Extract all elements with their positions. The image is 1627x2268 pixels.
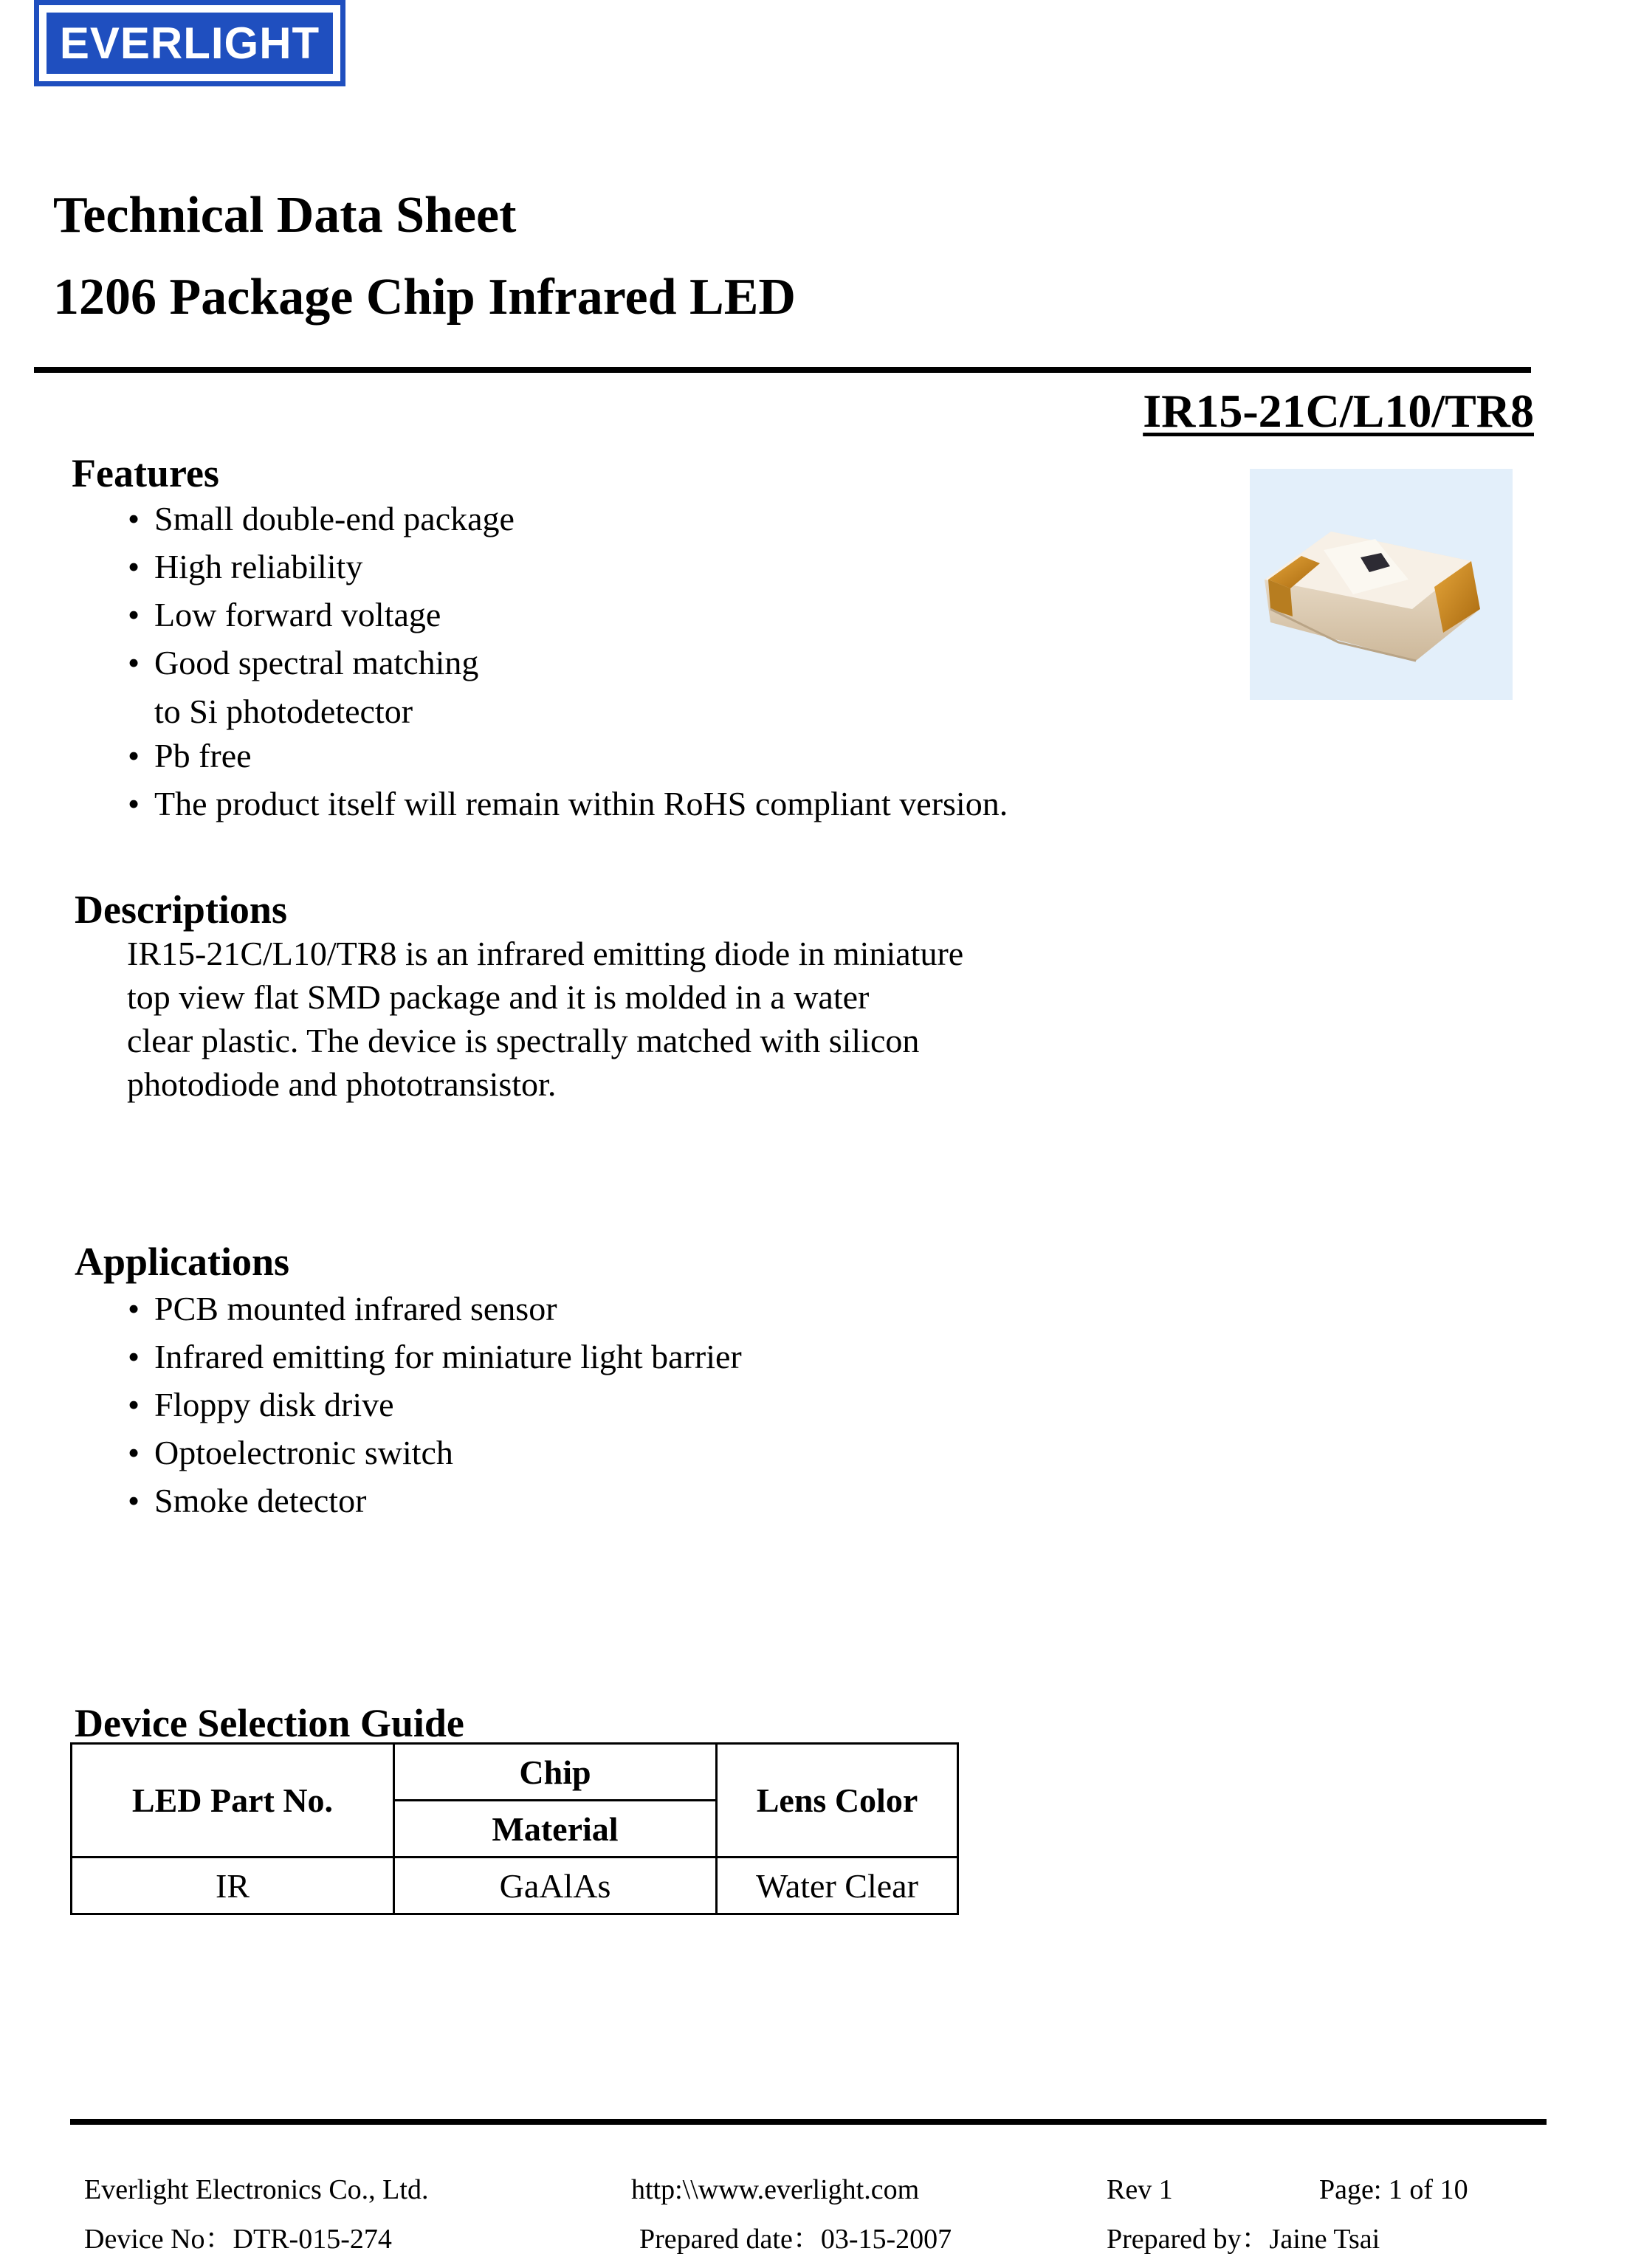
logo-text: EVERLIGHT bbox=[47, 13, 333, 74]
applications-heading: Applications bbox=[75, 1240, 290, 1284]
header-chip: Chip bbox=[394, 1744, 717, 1801]
cell-part-no: IR bbox=[72, 1858, 394, 1914]
description-line: photodiode and phototransistor. bbox=[127, 1065, 557, 1103]
features-list-continued bbox=[128, 732, 1008, 828]
list-item: • Low forward voltage bbox=[128, 591, 515, 639]
document-subtitle: 1206 Package Chip Infrared LED bbox=[53, 269, 796, 326]
header-material: Material bbox=[394, 1801, 717, 1858]
list-item: • Pb free bbox=[128, 732, 1008, 780]
footer-url[interactable]: http:\\www.everlight.com bbox=[631, 2174, 920, 2205]
footer-device-no: Device No：DTR-015-274 bbox=[84, 2224, 392, 2255]
footer-prepared-date: Prepared date：03-15-2007 bbox=[639, 2224, 952, 2255]
descriptions-heading: Descriptions bbox=[75, 887, 287, 932]
list-item: • PCB mounted infrared sensor bbox=[128, 1285, 742, 1333]
company-logo bbox=[34, 0, 345, 86]
description-line: clear plastic. The device is spectrally matched with silicon bbox=[127, 1022, 920, 1059]
list-item: • Optoelectronic switch bbox=[128, 1429, 742, 1477]
features-heading: Features bbox=[72, 451, 219, 495]
footer-company: Everlight Electronics Co., Ltd. bbox=[84, 2174, 429, 2205]
table-row bbox=[72, 1858, 958, 1914]
list-item: • Floppy disk drive bbox=[128, 1381, 742, 1429]
list-item: • Smoke detector bbox=[128, 1477, 742, 1525]
list-item: • The product itself will remain within RoHS compliant version. bbox=[128, 780, 1008, 828]
part-number: IR15-21C/L10/TR8 bbox=[1143, 385, 1534, 437]
led-chip-image bbox=[1250, 469, 1513, 700]
footer-page-number: Page: 1 of 10 bbox=[1319, 2174, 1468, 2205]
header-divider bbox=[34, 367, 1531, 373]
applications-list bbox=[128, 1285, 742, 1525]
list-item: • Good spectral matching bbox=[128, 639, 515, 687]
header-lens-color: Lens Color bbox=[717, 1744, 958, 1858]
features-item-continuation: to Si photodetector bbox=[154, 693, 413, 730]
list-item: • Infrared emitting for miniature light barrier bbox=[128, 1333, 742, 1381]
description-line: IR15-21C/L10/TR8 is an infrared emitting diode in miniature bbox=[127, 935, 964, 972]
cell-chip-material: GaAlAs bbox=[394, 1858, 717, 1914]
document-title: Technical Data Sheet bbox=[53, 187, 517, 244]
selection-guide-table bbox=[70, 1742, 959, 1915]
product-photo bbox=[1250, 469, 1513, 700]
description-line: top view flat SMD package and it is molded in a water bbox=[127, 978, 870, 1016]
features-list bbox=[128, 495, 515, 687]
header-part-no: LED Part No. bbox=[72, 1744, 394, 1858]
footer-prepared-by: Prepared by：Jaine Tsai bbox=[1107, 2224, 1380, 2255]
footer-revision: Rev 1 bbox=[1107, 2174, 1173, 2205]
list-item: • Small double-end package bbox=[128, 495, 515, 543]
footer-divider bbox=[70, 2119, 1547, 2125]
cell-lens-color: Water Clear bbox=[717, 1858, 958, 1914]
list-item: • High reliability bbox=[128, 543, 515, 591]
selection-guide-heading: Device Selection Guide bbox=[75, 1701, 464, 1745]
